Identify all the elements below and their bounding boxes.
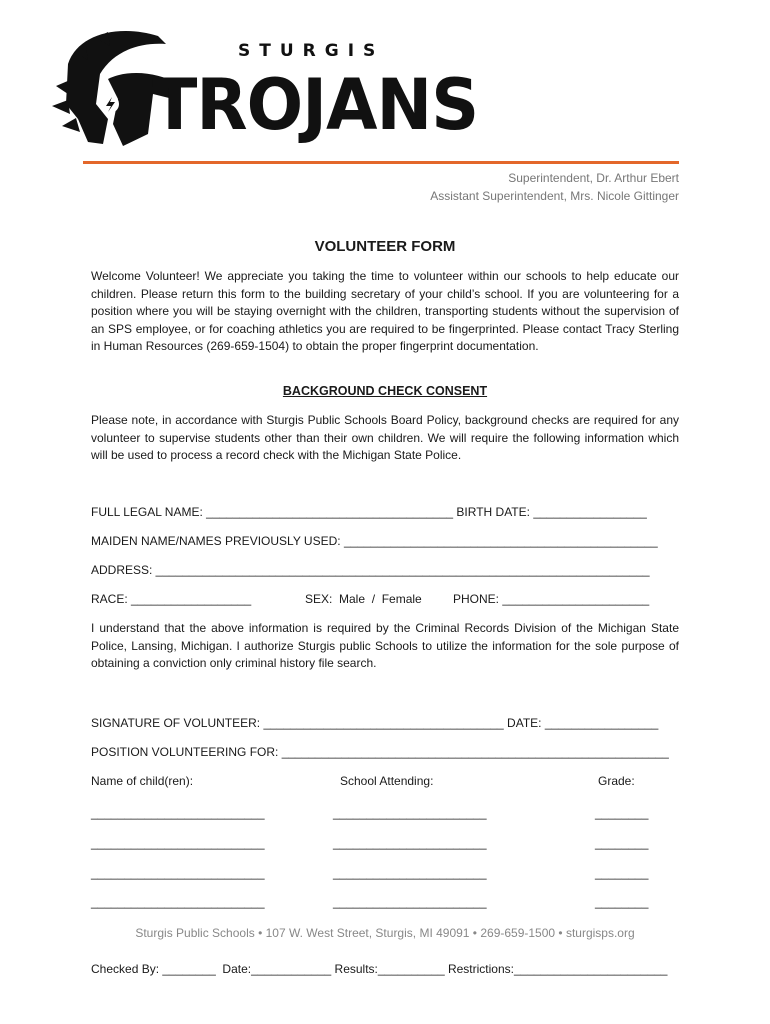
school-blank[interactable]: _______________________ xyxy=(333,806,487,820)
position-field[interactable]: POSITION VOLUNTEERING FOR: __________________________________________________________ xyxy=(91,745,669,759)
office-use-line[interactable]: Checked By: ________ Date:____________ Results:__________ Restrictions:_______________________ xyxy=(91,962,668,976)
signature-field[interactable]: SIGNATURE OF VOLUNTEER: ____________________________________ DATE: _________________ xyxy=(91,716,659,730)
assistant-superintendent-line: Assistant Superintendent, Mrs. Nicole Gittinger xyxy=(430,189,679,203)
logo-trojans-text: TROJANS xyxy=(152,64,479,146)
grade-blank[interactable]: ________ xyxy=(595,806,649,820)
maiden-name-field[interactable]: MAIDEN NAME/NAMES PREVIOUSLY USED: _______________________________________________ xyxy=(91,534,658,548)
background-check-heading: BACKGROUND CHECK CONSENT xyxy=(282,384,488,398)
background-check-paragraph: Please note, in accordance with Sturgis Public Schools Board Policy, background checks are required for any volunteer to supervise students other than their own children. We will require the following information which will be used to process a record check with the Michigan State Police. xyxy=(91,413,679,463)
phone-field[interactable]: PHONE: ______________________ xyxy=(453,592,650,606)
header-rule xyxy=(83,161,679,164)
administration-block xyxy=(430,169,679,205)
school-blank[interactable]: _______________________ xyxy=(333,895,487,909)
child-name-blank[interactable]: __________________________ xyxy=(91,806,265,820)
school-blank[interactable]: _______________________ xyxy=(333,836,487,850)
school-attending-header: School Attending: xyxy=(340,774,434,788)
grade-header: Grade: xyxy=(598,774,635,788)
footer-address: Sturgis Public Schools • 107 W. West Street, Sturgis, MI 49091 • 269-659-1500 • sturgisps.org xyxy=(135,926,635,940)
superintendent-line: Superintendent, Dr. Arthur Ebert xyxy=(508,171,679,185)
address-field[interactable]: ADDRESS: __________________________________________________________________________ xyxy=(91,563,650,577)
child-name-blank[interactable]: __________________________ xyxy=(91,866,265,880)
child-name-header: Name of child(ren): xyxy=(91,774,194,788)
child-name-blank[interactable]: __________________________ xyxy=(91,836,265,850)
logo-sturgis-text: STURGIS xyxy=(238,41,385,61)
grade-blank[interactable]: ________ xyxy=(595,895,649,909)
full-name-field[interactable]: FULL LEGAL NAME: _____________________________________ BIRTH DATE: _________________ xyxy=(91,505,647,519)
grade-blank[interactable]: ________ xyxy=(595,866,649,880)
sex-field[interactable]: SEX: Male / Female xyxy=(305,592,422,606)
intro-paragraph: Welcome Volunteer! We appreciate you taking the time to volunteer within our schools to help educate our children. Please return this form to the building secretary of your child’s school. If you are volunteering for a position where you will be staying overnight with the children, transporting students without the supervision of an SPS employee, or for coaching athletics you are required to be fingerprinted. Please contact Tracy Sterling in Human Resources (269-659-1504) to obtain the proper fingerprint documentation. xyxy=(91,269,679,354)
authorization-paragraph: I understand that the above information is required by the Criminal Records Division of the Michigan State Police, Lansing, Michigan. I authorize Sturgis public Schools to utilize the information for the sole purpose of obtaining a conviction only criminal history file search. xyxy=(91,621,679,671)
logo xyxy=(48,24,479,154)
child-name-blank[interactable]: __________________________ xyxy=(91,895,265,909)
grade-blank[interactable]: ________ xyxy=(595,836,649,850)
race-field[interactable]: RACE: __________________ xyxy=(91,592,252,606)
form-title: VOLUNTEER FORM xyxy=(314,238,456,255)
school-blank[interactable]: _______________________ xyxy=(333,866,487,880)
